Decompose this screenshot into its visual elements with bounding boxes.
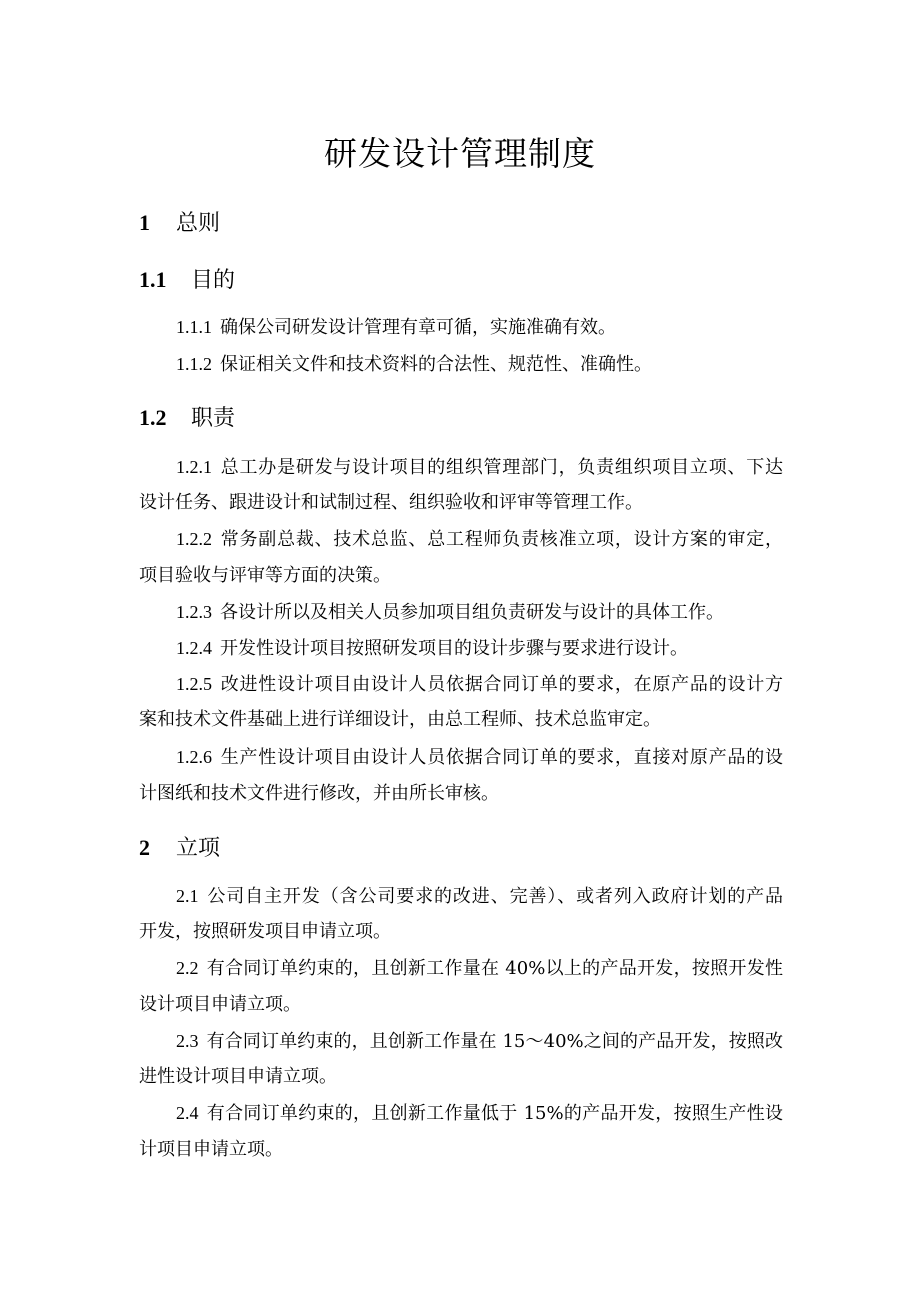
paragraph-1-2-5	[176, 672, 783, 697]
paragraph-1-1-2	[176, 352, 783, 377]
paragraph-number: 2.1	[176, 886, 199, 906]
paragraph-1-2-6-cont: 计图纸和技术文件进行修改，并由所长审核。	[139, 783, 499, 804]
paragraph-1-2-6	[176, 745, 783, 770]
paragraph-number: 1.2.1	[176, 457, 212, 477]
paragraph-number: 1.2.5	[176, 674, 212, 694]
paragraph-2-3-cont: 进性设计项目申请立项。	[139, 1066, 337, 1087]
paragraph-text: 常务副总裁、技术总监、总工程师负责核准立项，设计方案的审定，	[220, 529, 783, 550]
paragraph-number: 1.2.6	[176, 747, 212, 767]
section-title: 立项	[176, 836, 221, 861]
section-title: 总则	[176, 211, 221, 236]
paragraph-2-2-cont: 设计项目申请立项。	[139, 994, 301, 1015]
paragraph-number: 2.2	[176, 958, 199, 978]
paragraph-1-2-2-cont: 项目验收与评审等方面的决策。	[139, 565, 391, 586]
section-number: 1.1	[139, 267, 167, 292]
paragraph-2-4	[176, 1101, 783, 1126]
paragraph-text: 改进性设计项目由设计人员依据合同订单的要求，在原产品的设计方	[220, 674, 783, 695]
paragraph-text: 公司自主开发（含公司要求的改进、完善）、或者列入政府计划的产品	[206, 886, 783, 907]
paragraph-1-2-2	[176, 527, 783, 552]
paragraph-2-1	[176, 884, 783, 909]
paragraph-number: 2.4	[176, 1103, 199, 1123]
paragraph-1-2-3	[176, 600, 783, 625]
section-heading-1-1	[139, 263, 235, 294]
section-number: 2	[139, 835, 150, 860]
paragraph-text: 保证相关文件和技术资料的合法性、规范性、准确性。	[220, 354, 652, 375]
paragraph-text: 开发性设计项目按照研发项目的设计步骤与要求进行设计。	[220, 638, 688, 659]
paragraph-number: 2.3	[176, 1031, 199, 1051]
paragraph-number: 1.2.4	[176, 638, 212, 658]
paragraph-1-1-1	[176, 315, 783, 340]
paragraph-1-2-1-cont: 设计任务、跟进设计和试制过程、组织验收和评审等管理工作。	[139, 492, 643, 513]
paragraph-1-2-5-cont: 案和技术文件基础上进行详细设计，由总工程师、技术总监审定。	[139, 709, 661, 730]
paragraph-number: 1.2.3	[176, 602, 212, 622]
section-heading-1	[139, 206, 220, 237]
paragraph-text: 生产性设计项目由设计人员依据合同订单的要求，直接对原产品的设	[220, 747, 783, 768]
section-heading-2	[139, 831, 220, 862]
paragraph-2-2	[176, 956, 783, 981]
paragraph-text: 总工办是研发与设计项目的组织管理部门，负责组织项目立项、下达	[220, 457, 783, 478]
paragraph-text: 各设计所以及相关人员参加项目组负责研发与设计的具体工作。	[220, 602, 724, 623]
paragraph-text: 确保公司研发设计管理有章可循，实施准确有效。	[220, 317, 616, 338]
section-title: 职责	[191, 406, 236, 431]
paragraph-number: 1.1.2	[176, 354, 212, 374]
paragraph-2-1-cont: 开发，按照研发项目申请立项。	[139, 921, 391, 942]
paragraph-1-2-1	[176, 455, 783, 480]
section-number: 1.2	[139, 405, 167, 430]
paragraph-2-3	[176, 1029, 783, 1054]
paragraph-1-2-4	[176, 636, 783, 661]
paragraph-text: 有合同订单约束的，且创新工作量在 15～40%之间的产品开发，按照改	[206, 1031, 783, 1052]
paragraph-number: 1.1.1	[176, 317, 212, 337]
paragraph-text: 有合同订单约束的，且创新工作量在 40%以上的产品开发，按照开发性	[206, 958, 783, 979]
paragraph-2-4-cont: 计项目申请立项。	[139, 1139, 283, 1160]
section-title: 目的	[191, 268, 236, 293]
section-heading-1-2	[139, 401, 235, 432]
paragraph-text: 有合同订单约束的，且创新工作量低于 15%的产品开发，按照生产性设	[206, 1103, 783, 1124]
paragraph-number: 1.2.2	[176, 529, 212, 549]
section-number: 1	[139, 210, 150, 235]
document-title: 研发设计管理制度	[324, 134, 596, 173]
